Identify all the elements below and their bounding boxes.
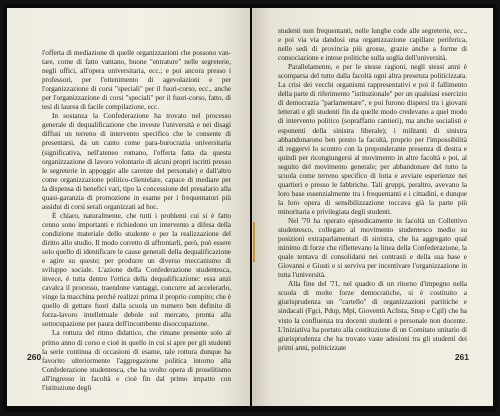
left-page (7, 8, 250, 406)
page-number: 261 (454, 352, 469, 362)
page-number: 260 (27, 352, 42, 362)
paragraph: l'offerta di mediazione di quelle organizzazioni che possono van-tare, come di fatto vantano, buone "entrature" nelle segreterie, negli uffici, all'opera universitaria, ecc.; e poi ancora presso i professori, per l'ottenimento di agevolazioni e per l'organizzazione di corsi "speciali" per il fuori-corso, ecc., anche per l'organizzazione di corsi "speciali" per il fuori-corso, fatto, di tesi di laurea di facile compilazione, ecc. (42, 48, 231, 112)
paragraph: studenti non frequentanti, nelle lunghe code alle segreterie, ecc., e poi via via dandosi una organizzazione capillare periferica, nelle sedi di provincia più grosse, grazie anche a forme di consociazione e intese politiche sulla soglia dell'università. (278, 26, 467, 63)
paragraph: Nel '70 ha operato episodicamente in facoltà un Collettivo studentesco, collegato al movimento studentesco medio su posizioni extraparlamentari di sinistra, che ha aggregato qual minimo di forze che riflettevano la linea della Confederazione, la quale tentava di consolidarsi nei contrasti e della sua base e Giovanni e Giusti e si serviva per incentivare l'organizzazione in tutta l'università. (278, 215, 467, 280)
paragraph: Alla fine del '71, nel quadro di un ritorno d'impegno nella scuola di molte forze democratiche, si è costituito a giurisprudenza un "cartello" di organizzazioni partitiche e sindacali (Fgci, Pdup, Mpl, Gioventù Aclista, Snsp e Cgil) che ha visto la confluenza tra docenti studenti e personale non docente. L'iniziativa ha portato alla costituzione di un Comitato unitario di giurisprudenza che ha trovato vaste adesioni tra gli studenti dei primi anni, politicizzate (278, 279, 467, 352)
paragraph: È chiaro, naturalmente, che tutti i problemi cui si è fatto cenno sono importanti e richiedono un intervento a difesa della condizione materiale dello studente e per la realizzazione del diritto allo studio. Il modo corretto di affrontarli, però, può essere solo quello di identificare le cause generali della dequalificazione e agire su queste; per produrre un diverso meccanismo di sviluppo sociale. L'azione della Confederazione studentesca, invece, è tutta dentro l'ottica della dequalificazione: essa anzi cavalca il processo, traendone vantaggi, concorre ad accelerarlo, vinge la macchina perché realizzi prima il proprio compito; che è quello di gettare fuori dalla scuola un numero ben definito di forza-lavoro intellettuale debole sul mercato, pronta alla sottocupazione per paura dell'incombente disoccupazione. (42, 210, 231, 329)
margin-stain (253, 222, 255, 262)
left-page-text (42, 48, 231, 392)
paragraph: Parallelamente, e per le stesse ragioni, negli stessi anni è scomparsa del tutto dalla facoltà ogni altra presenza politicizzata. La crisi dei vecchi organismi rappresentativi e poi il fallimento della parte di riferimento "istituzionale" per un qualsiasi esercizio di democrazia "parlamentare", e poi furono dispersi tra i giovani letterati e gli studenti fin da quelle modo credevano a quel modo di intervento politico (sopraffatto cantieri), ma anche socialisti e esponenti della sinistra liberale); i militanti di sinistra abbandonarono ben presto la facoltà, proprio per l'impossibilità di reggervi lo scontro con la preponderante presenza di destra e quindi per ricongiungersi al movimento in altre facoltà e poi, al seguito del movimento generale; per abbandonare del tutto la scuola come terreno specifico di lotta e avviare esperienze nei quartieri e presso le fabbriche. Tali gruppi, peraltro, avevano la loro base essenzialmente tra i frequentanti e i cittadini, e dunque la loro opera di sensibilizzazione toccava già la parte più minoritaria e privilegiata degli studenti. (278, 62, 467, 216)
paragraph: La rottura del ritmo didattico, che rimane presente solo al primo anno di corso e cioè in quello in cui si apre per gli studenti la serie continua di occasioni di esame, tale rottura dunque ha favorito ulteriormente l'aggregazione politica intorno alla Confederazione studentesca, che ha svolto opera di proselitismo all'ingresso in facoltà e cioè fin dal primo impatto con l'istituzione degli (42, 328, 231, 392)
open-book (3, 4, 497, 412)
right-page (252, 8, 493, 406)
right-page-text (278, 26, 467, 352)
paragraph: In sostanza la Confederazione ha trovato nel processo generale di dequalificazione che investe l'università e nei disagi diffusi un terreno di intervento specifico che le consente di presentarsi, da un canto come para-burocrazia universitaria (significativa, nell'ateneo romano, l'offerta fatta da questa organizzazione di lavoro volontario di alcuni propri iscritti presso le segreterie in appoggio alle carenze del personale) e dall'altro come organizzazione politico-clientelare, capace di mediare per la dispensa di benefici vari, tipo la concessione del presalario alla quasi-garanzia di promozione in esame per i frequentatori più assidui di corsi serali organizzati ad hoc. (42, 111, 231, 211)
